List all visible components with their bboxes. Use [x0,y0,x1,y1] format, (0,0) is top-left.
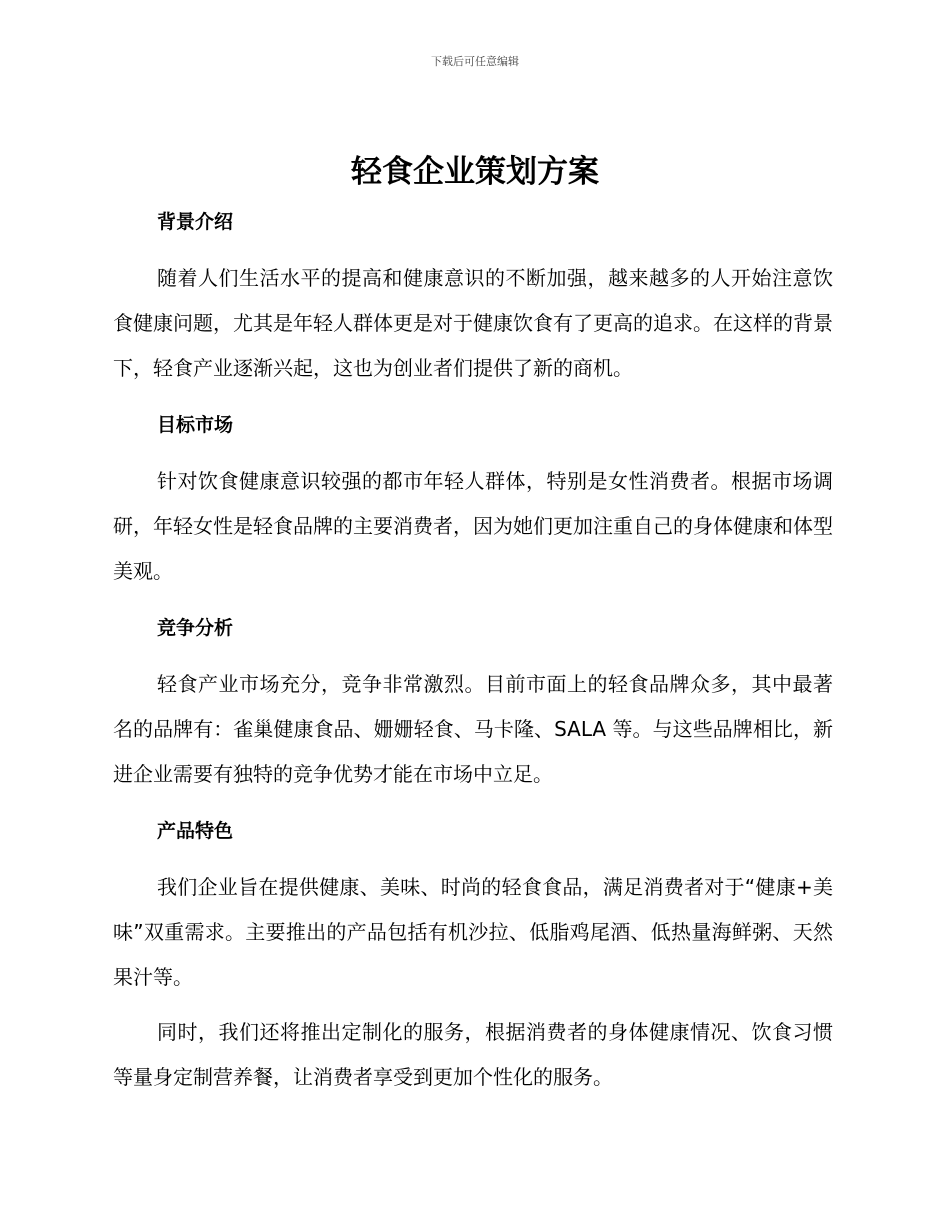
paragraph-product-features: 我们企业旨在提供健康、美味、时尚的轻食食品，满足消费者对于“健康+美味”双重需求。主要推出的产品包括有机沙拉、低脂鸡尾酒、低热量海鲜粥、天然果汁等。 [113,875,833,989]
section-heading-competition: 竞争分析 [157,617,234,639]
section-heading-target-market: 目标市场 [157,414,234,436]
header-note: 下载后可任意编辑 [431,55,519,68]
section-heading-product-features: 产品特色 [157,820,234,842]
paragraph-target-market: 针对饮食健康意识较强的都市年轻人群体，特别是女性消费者。根据市场调研，年轻女性是轻食品牌的主要消费者，因为她们更加注重自己的身体健康和体型美观。 [113,469,833,583]
document-title: 轻食企业策划方案 [351,154,599,190]
paragraph-competition: 轻食产业市场充分，竞争非常激烈。目前市面上的轻食品牌众多，其中最著名的品牌有：雀巢健康食品、姗姗轻食、马卡隆、SALA 等。与这些品牌相比，新进企业需要有独特的竞争优势才能在市场中立足。 [113,672,833,786]
section-heading-background: 背景介绍 [157,211,234,233]
document-body [113,202,833,1100]
paragraph-custom-service: 同时，我们还将推出定制化的服务，根据消费者的身体健康情况、饮食习惯等量身定制营养餐，让消费者享受到更加个性化的服务。 [113,1020,833,1089]
paragraph-background: 随着人们生活水平的提高和健康意识的不断加强，越来越多的人开始注意饮食健康问题，尤其是年轻人群体更是对于健康饮食有了更高的追求。在这样的背景下，轻食产业逐渐兴起，这也为创业者们提供了新的商机。 [113,266,833,380]
